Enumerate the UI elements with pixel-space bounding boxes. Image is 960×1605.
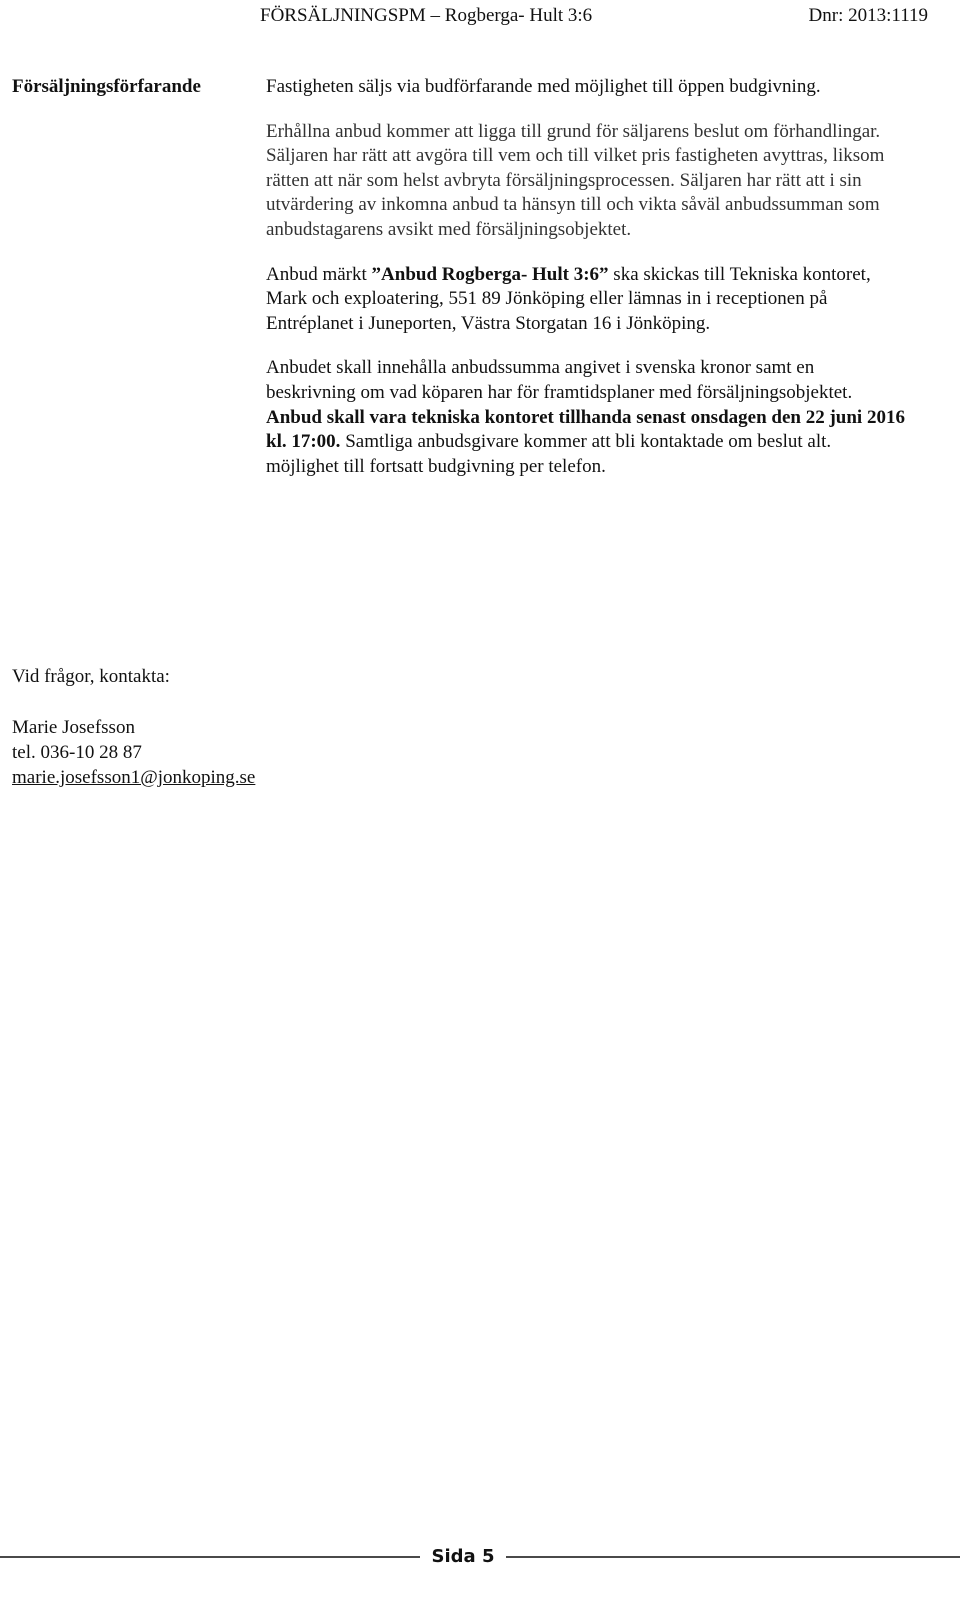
- contact-name: Marie Josefsson: [12, 717, 135, 738]
- paragraph-bid-submission: [266, 263, 906, 337]
- contact-email-link[interactable]: marie.josefsson1@jonkoping.se: [12, 767, 256, 788]
- page-header: [0, 3, 960, 29]
- bid-marking: ”Anbud Rogberga- Hult 3:6”: [371, 263, 609, 285]
- paragraph-bid-content: [266, 356, 906, 479]
- paragraph-bid-evaluation: Erhållna anbud kommer att ligga till grund för säljarens beslut om förhandlingar. Säljaren har rätt att avgöra till vem och till vilket pris fastigheten avyttras, liksom rätten att när som helst avbryta försäljningsprocessen. Säljaren har rätt att i sin utvärdering av inkomna anbud ta hänsyn till och vikta såväl anbudssumman som anbudstagarens avsikt med försäljningsobjektet.: [266, 120, 885, 240]
- section-label: Försäljningsförfarande: [12, 76, 201, 97]
- bid-content-text: Anbudet skall innehålla anbudssumma angivet i svenska kronor samt en beskrivning om vad köparen har för framtidsplaner med försäljningsobjektet.: [266, 357, 853, 403]
- page-number: Sida 5: [431, 1546, 495, 1567]
- bid-submission-address: ska skickas till Tekniska kontoret, Mark och exploatering, 551 89 Jönköping eller lämnas in i receptionen på Entréplanet i Juneporten, Västra Storgatan 16 i Jönköping.: [266, 263, 871, 334]
- contact-intro: Vid frågor, kontakta:: [12, 666, 170, 687]
- document-title: FÖRSÄLJNINGSPM – Rogberga- Hult 3:6: [260, 5, 593, 26]
- contact-block: [12, 664, 255, 790]
- footer-divider-right: [506, 1556, 960, 1558]
- contact-phone: tel. 036-10 28 87: [12, 742, 142, 763]
- paragraph-sale-method: Fastigheten säljs via budförfarande med möjlighet till öppen budgivning.: [266, 76, 821, 97]
- footer-divider-left: [0, 1556, 420, 1558]
- bid-submission-intro: Anbud märkt: [266, 263, 372, 285]
- document-number: Dnr: 2013:1119: [808, 5, 928, 26]
- section-body: [266, 75, 906, 499]
- bid-deadline: Anbud skall vara tekniska kontoret tillhanda senast onsdagen den 22 juni 2016 kl. 17:00.: [266, 406, 905, 453]
- bid-followup-text: Samtliga anbudsgivare kommer att bli kontaktade om beslut alt. möjlighet till fortsatt budgivning per telefon.: [266, 431, 832, 477]
